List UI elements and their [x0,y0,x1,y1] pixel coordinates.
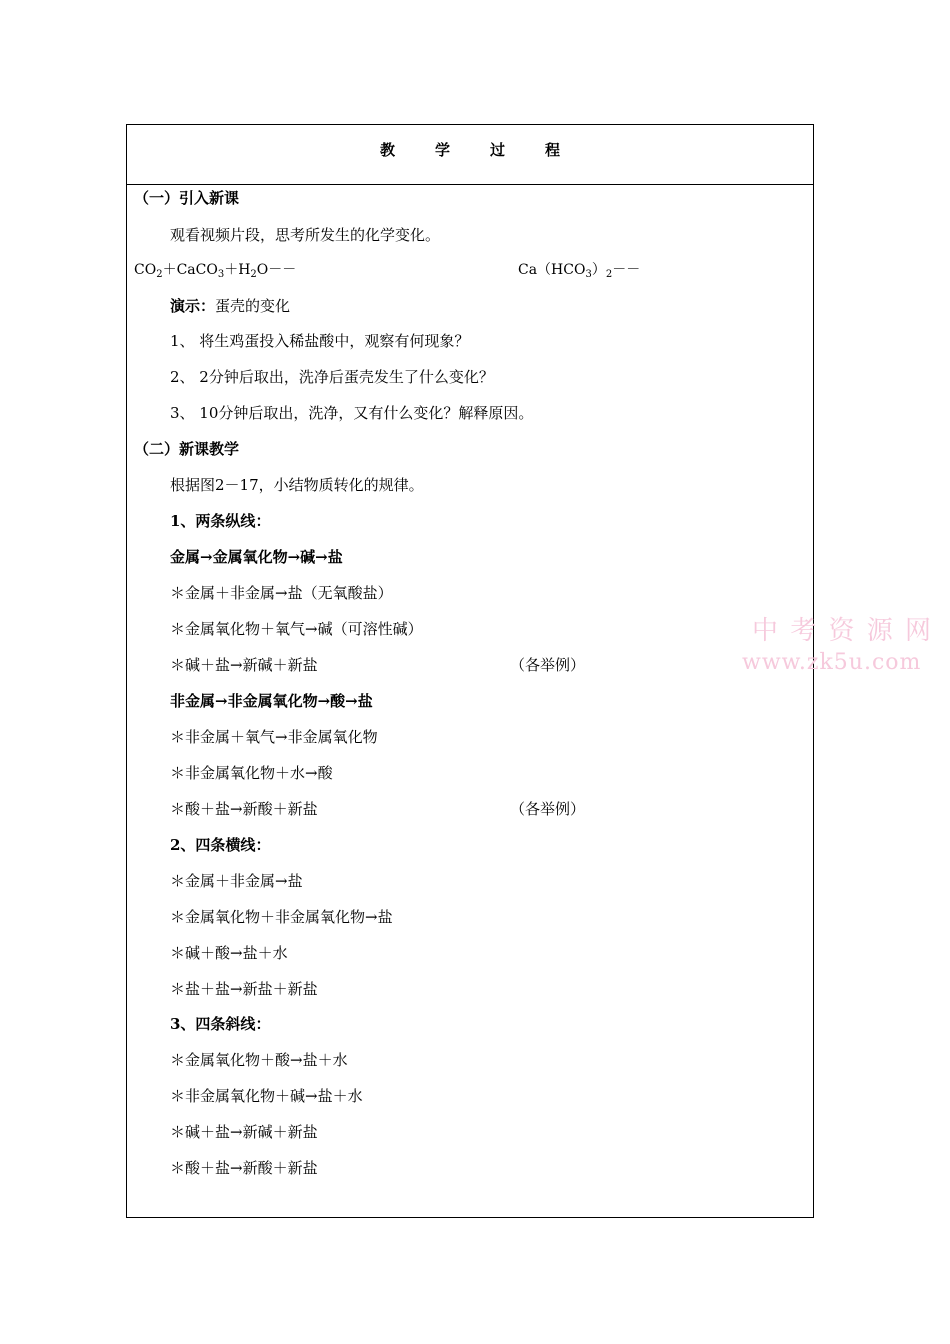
example-note: （各举例） [510,656,586,674]
rule-item: ＊非金属氧化物＋碱→盐＋水 [170,1087,363,1105]
section2-intro: 根据图2－17，小结物质转化的规律。 [170,476,424,494]
rule-item: ＊碱＋酸→盐＋水 [170,944,288,962]
demo-line: 演示：蛋壳的变化 [170,297,291,315]
rule-item: ＊碱＋盐→新碱＋新盐 [170,656,318,674]
rule-item: ＊金属氧化物＋氧气→碱（可溶性碱） [170,620,423,638]
rule-item: ＊金属氧化物＋酸→盐＋水 [170,1051,348,1069]
part1-heading: 1、两条纵线： [170,512,271,530]
equation-left: $CO_2+CaCO_3+H_2O--$ [134,262,297,280]
part3-heading: 3、四条斜线： [170,1015,271,1033]
title-char: 程 [545,141,561,159]
equation-right: $Ca(HCO_3)_2--$ [518,262,641,280]
nonmetal-chain: 非金属→非金属氧化物→酸→盐 [170,692,373,710]
title-char: 教 [379,141,395,159]
watermark-title: 中 考 资 源 网 [752,616,934,646]
step-item: 3、 10分钟后取出，洗净，又有什么变化？解释原因。 [170,404,534,422]
rule-item: ＊金属＋非金属→盐 [170,872,303,890]
watermark-url: www.zk5u.com [742,650,922,675]
step-item: 1、 将生鸡蛋投入稀盐酸中，观察有何现象？ [170,332,470,350]
section1-heading: （一）引入新课 [134,189,240,207]
rule-item: ＊金属＋非金属→盐（无氧酸盐） [170,584,393,602]
table-title [127,139,813,160]
part2-heading: 2、四条横线： [170,836,271,854]
rule-item: ＊非金属＋氧气→非金属氧化物 [170,728,378,746]
rule-item: ＊非金属氧化物＋水→酸 [170,764,333,782]
rule-item: ＊碱＋盐→新碱＋新盐 [170,1123,318,1141]
title-char: 学 [434,141,450,159]
section1-intro: 观看视频片段，思考所发生的化学变化。 [170,226,441,244]
rule-item: ＊酸＋盐→新酸＋新盐 [170,1159,318,1177]
rule-item: ＊金属氧化物＋非金属氧化物→盐 [170,908,393,926]
section2-heading: （二）新课教学 [134,440,240,458]
table-header-row [127,125,813,185]
rule-item: ＊酸＋盐→新酸＋新盐 [170,800,318,818]
title-char: 过 [490,141,506,159]
metal-chain: 金属→金属氧化物→碱→盐 [170,548,343,566]
step-item: 2、 2分钟后取出，洗净后蛋壳发生了什么变化？ [170,368,494,386]
rule-item: ＊盐＋盐→新盐＋新盐 [170,980,318,998]
example-note: （各举例） [510,800,586,818]
